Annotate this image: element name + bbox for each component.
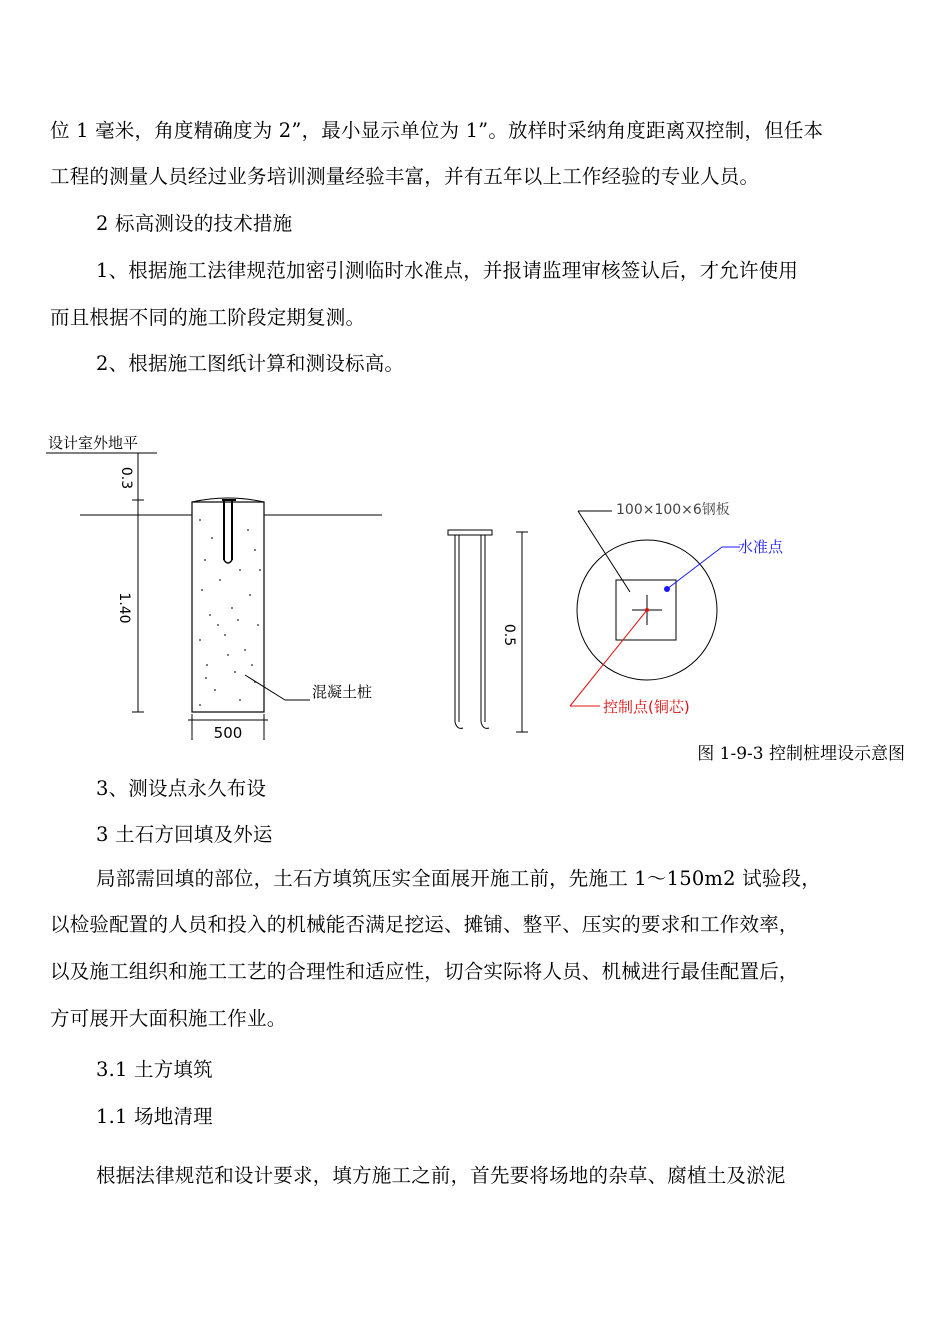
paragraph-precision-line1: 位 1 毫米，角度精确度为 2”，最小显示单位为 1”。放样时采纳角度距离双控制，但任本 xyxy=(50,119,824,142)
paragraph-permanent-points: 3、测设点永久布设 xyxy=(96,777,267,800)
paragraph-backfill-line2: 以检验配置的人员和投入的机械能否满足挖运、摊铺、整平、压实的要求和工作效率， xyxy=(50,913,799,936)
paragraph-precision-line2: 工程的测量人员经过业务培训测量经验丰富，并有五年以上工作经验的专业人员。 xyxy=(50,165,760,188)
heading-site-clearing: 1.1 场地清理 xyxy=(96,1105,213,1128)
grade-label: 设计室外地平 xyxy=(48,434,139,452)
paragraph-backfill-line4: 方可展开大面积施工作业。 xyxy=(50,1007,287,1030)
benchmark-label: 水准点 xyxy=(738,538,784,556)
dim-rod-label: 0.5 xyxy=(501,623,517,647)
heading-earth-fill: 3.1 土方填筑 xyxy=(96,1058,213,1081)
control-pile-diagram xyxy=(0,420,950,770)
figure-caption: 图 1-9-3 控制桩埋设示意图 xyxy=(697,744,905,764)
heading-earthwork: 3 土石方回填及外运 xyxy=(96,823,273,846)
heading-elevation-measures: 2 标高测设的技术措施 xyxy=(96,212,293,235)
paragraph-benchmark-line1: 1、根据施工法律规范加密引测临时水准点，并报请监理审核签认后，才允许使用 xyxy=(96,259,799,282)
paragraph-backfill-line1: 局部需回填的部位，土石方填筑压实全面展开施工前，先施工 1〜150m2 试验段， xyxy=(96,867,821,890)
control-point-label: 控制点(铜芯) xyxy=(603,698,690,716)
dim-width-label: 500 xyxy=(213,724,243,742)
control-pile-figure xyxy=(0,420,950,770)
paragraph-calc-elevation: 2、根据施工图纸计算和测设标高。 xyxy=(96,352,405,375)
pile-label: 混凝土桩 xyxy=(312,683,373,701)
dim-main-label: 1.40 xyxy=(116,592,132,624)
steel-plate-side xyxy=(448,530,492,535)
paragraph-site-clearing: 根据法律规范和设计要求，填方施工之前，首先要将场地的杂草、腐植土及淤泥 xyxy=(96,1164,786,1187)
plate-label: 100×100×6钢板 xyxy=(616,502,730,518)
paragraph-backfill-line3: 以及施工组织和施工工艺的合理性和适应性，切合实际将人员、机械进行最佳配置后， xyxy=(50,960,799,983)
dim-top-label: 0.3 xyxy=(118,466,134,490)
paragraph-benchmark-line2: 而且根据不同的施工阶段定期复测。 xyxy=(50,306,366,329)
